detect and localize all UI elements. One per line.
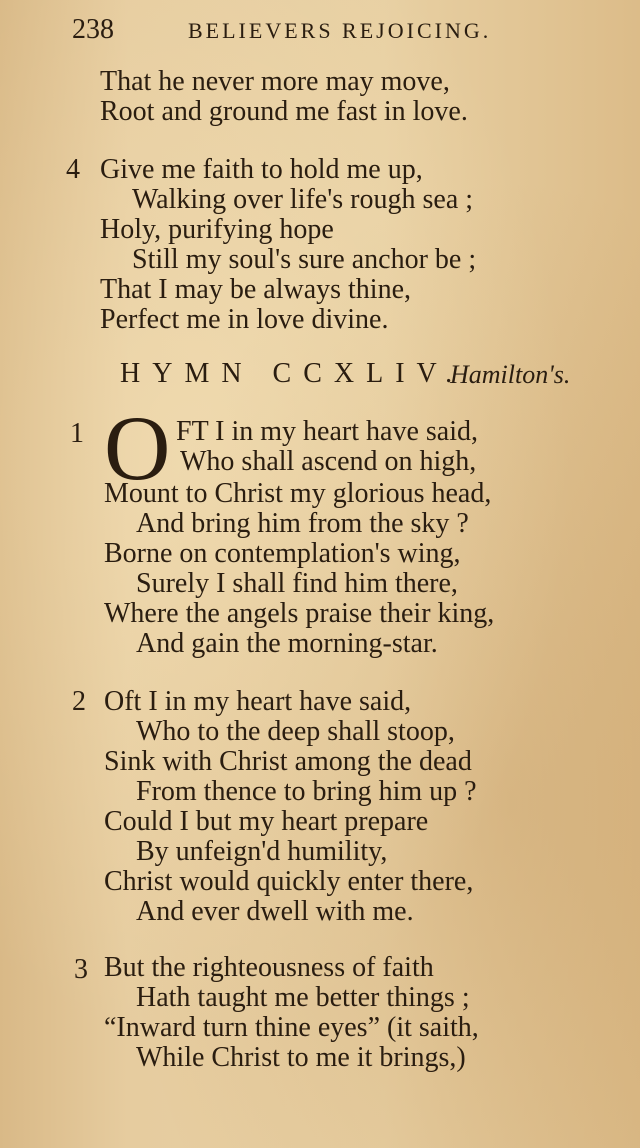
verse-line: By unfeign'd humility,	[136, 836, 388, 867]
hymn-tune: Hamilton's.	[450, 360, 571, 389]
verse-line: Oft I in my heart have said,	[104, 686, 412, 717]
verse-line: Give me faith to hold me up,	[100, 154, 423, 185]
running-head: BELIEVERS REJOICING.	[188, 18, 492, 43]
verse-line: Could I but my heart prepare	[104, 806, 429, 837]
verse-line: And bring him from the sky ?	[136, 508, 469, 539]
verse-line: Mount to Christ my glorious head,	[104, 478, 492, 509]
verse-line: Perfect me in love divine.	[100, 304, 389, 335]
verse-line: FT I in my heart have said,	[176, 416, 478, 447]
hymn-title: HYMN CCXLIV.	[120, 358, 465, 389]
verse-line: That he never more may move,	[100, 66, 450, 97]
verse-line: And gain the morning-star.	[136, 628, 438, 659]
verse-line: While Christ to me it brings,)	[136, 1042, 466, 1073]
verse-line: Still my soul's sure anchor be ;	[132, 244, 477, 275]
stanza-number: 2	[72, 686, 86, 717]
verse-line: Who shall ascend on high,	[180, 446, 477, 477]
drop-cap: O	[104, 397, 171, 499]
page-number: 238	[72, 14, 114, 45]
verse-line: Surely I shall find him there,	[136, 568, 458, 599]
verse-line: Borne on contemplation's wing,	[104, 538, 461, 569]
verse-line: Holy, purifying hope	[100, 214, 334, 245]
verse-line: From thence to bring him up ?	[136, 776, 477, 807]
stanza-number: 1	[70, 418, 84, 449]
verse-line: Where the angels praise their king,	[104, 598, 495, 629]
verse-line: Walking over life's rough sea ;	[132, 184, 474, 215]
stanza-number: 4	[66, 154, 80, 185]
verse-line: But the righteousness of faith	[104, 952, 434, 983]
verse-line: Christ would quickly enter there,	[104, 866, 474, 897]
verse-line: Who to the deep shall stoop,	[136, 716, 455, 747]
stanza-number: 3	[74, 954, 88, 985]
verse-line: Root and ground me fast in love.	[100, 96, 468, 127]
page-header	[72, 14, 632, 48]
verse-line: “Inward turn thine eyes” (it saith,	[104, 1012, 479, 1043]
verse-line: Hath taught me better things ;	[136, 982, 470, 1013]
verse-line: Sink with Christ among the dead	[104, 746, 472, 777]
verse-line: That I may be always thine,	[100, 274, 412, 305]
verse-line: And ever dwell with me.	[136, 896, 414, 927]
